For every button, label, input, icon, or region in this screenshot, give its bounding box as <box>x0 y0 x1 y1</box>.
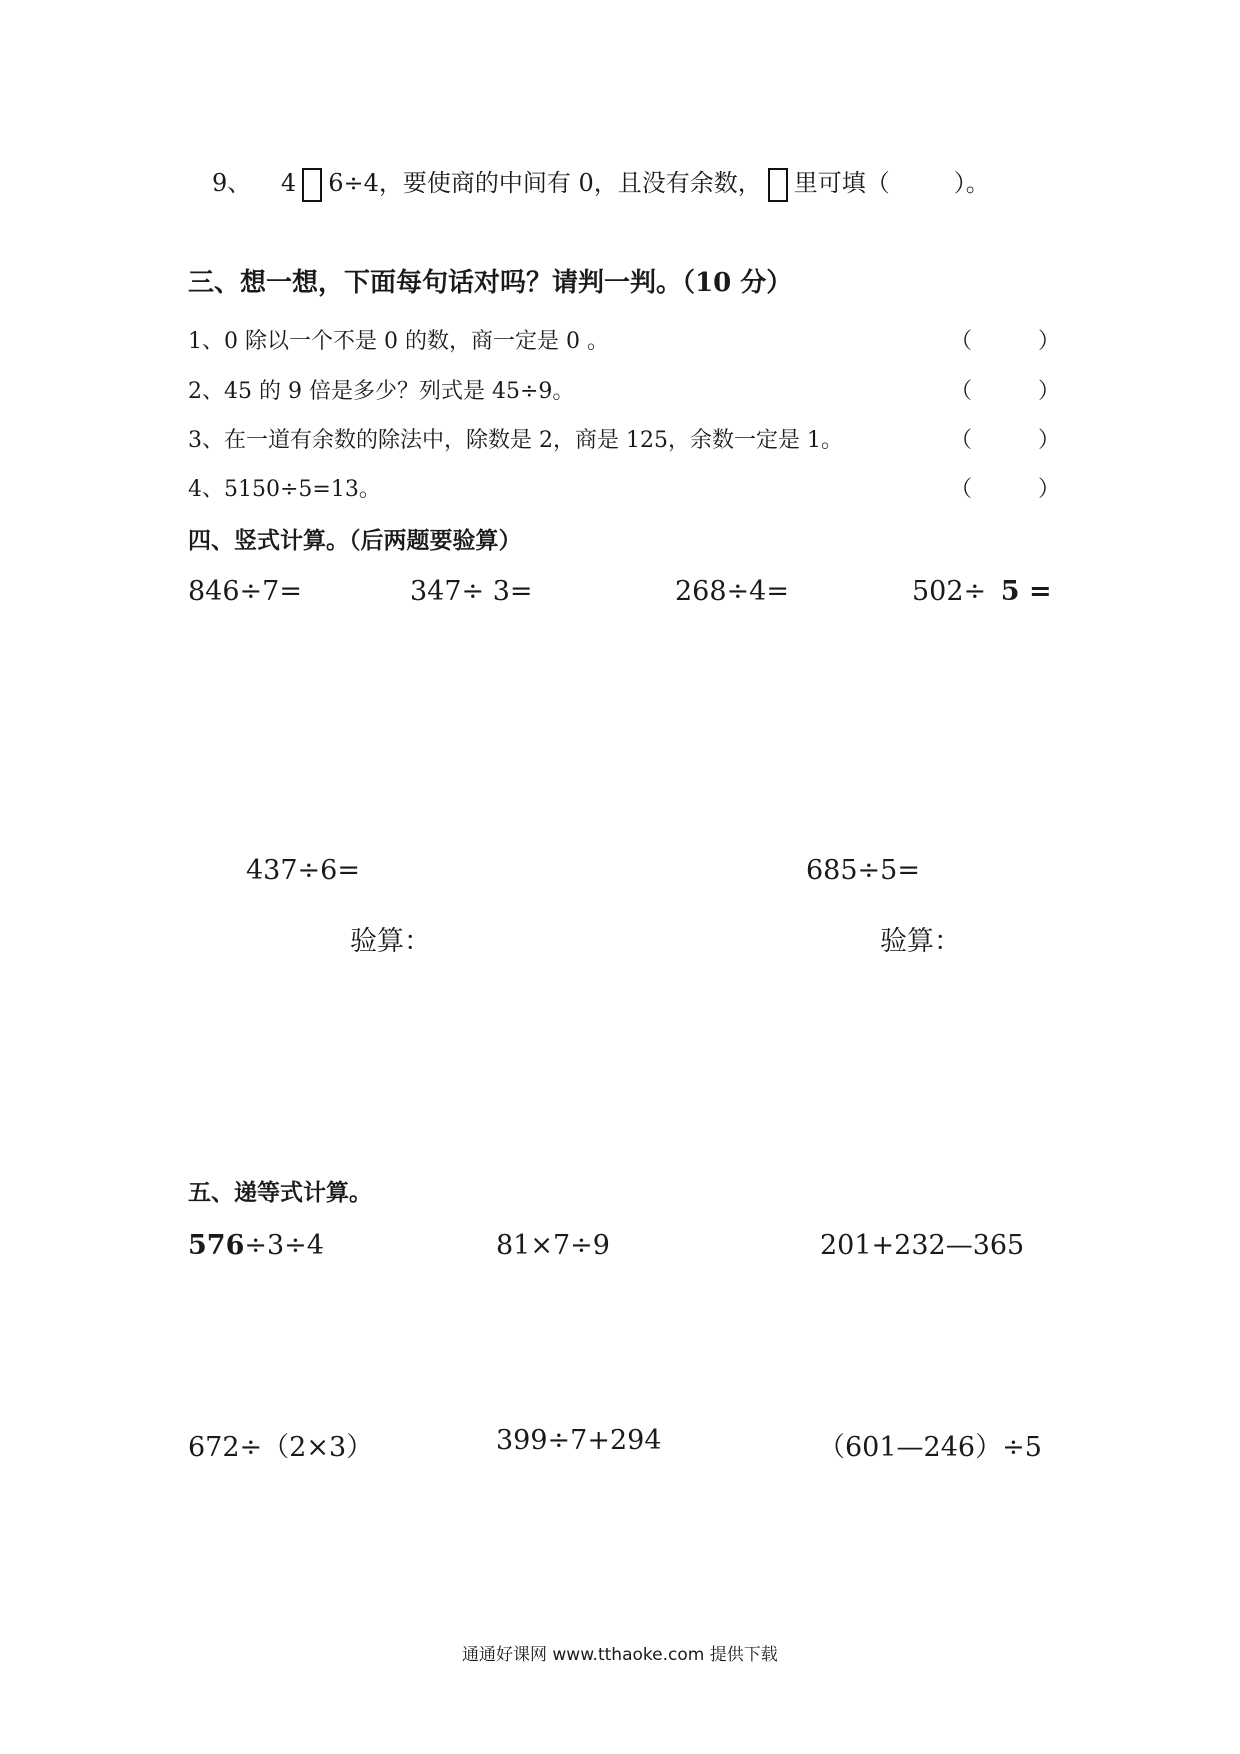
judge-item-2: 2、45 的 9 倍是多少？列式是 45÷9。 <box>188 379 575 404</box>
section5-title: 五、递等式计算。 <box>188 1179 372 1206</box>
calc-502-part-a: 502÷ <box>912 576 987 607</box>
answer-paren-1: （ ） <box>950 329 1061 354</box>
calc-437-div-6: 437÷6= <box>246 855 360 886</box>
blank-box <box>302 168 322 202</box>
calc-502-part-b: 5 = <box>1000 576 1052 607</box>
section4-title: 四、竖式计算。（后两题要验算） <box>188 527 522 554</box>
question-text-part4: ）。 <box>953 169 990 197</box>
judge-item-4: 4、5150÷5=13。 <box>188 477 381 502</box>
judge-item-1: 1、0 除以一个不是 0 的数，商一定是 0 。 <box>188 329 609 354</box>
blank-box <box>768 168 788 202</box>
question-text-part3: 里可填（ <box>793 169 890 197</box>
check-label-left: 验算： <box>350 926 431 957</box>
question-number: 9、 <box>212 169 252 197</box>
expr-201: 201+232—365 <box>820 1230 1025 1261</box>
expr-576 <box>188 1230 324 1261</box>
footer-credit: 通通好课网 www.tthaoke.com 提供下载 <box>462 1645 778 1665</box>
expr-601: （601—246）÷5 <box>818 1432 1042 1463</box>
section3-title: 三、想一想，下面每句话对吗？请判一判。（10 分） <box>188 268 793 298</box>
calc-347-div-3: 347÷ 3= <box>410 576 533 607</box>
check-label-right: 验算： <box>880 926 961 957</box>
calc-502-div-5 <box>912 576 1052 607</box>
question-text-part2: 6÷4，要使商的中间有 0，且没有余数， <box>328 169 762 197</box>
calc-685-div-5: 685÷5= <box>806 855 920 886</box>
expr-576-rest: ÷3÷4 <box>244 1230 324 1261</box>
answer-paren-3: （ ） <box>950 428 1061 453</box>
calc-268-div-4: 268÷4= <box>675 576 789 607</box>
answer-paren-4: （ ） <box>950 477 1061 502</box>
expr-81: 81×7÷9 <box>496 1230 610 1261</box>
question-9 <box>212 163 990 202</box>
question-text-part1: 4 <box>280 169 297 197</box>
expr-672: 672÷（2×3） <box>188 1432 374 1463</box>
answer-paren-2: （ ） <box>950 379 1061 404</box>
calc-846-div-7: 846÷7= <box>188 576 302 607</box>
judge-item-3: 3、在一道有余数的除法中，除数是 2，商是 125，余数一定是 1。 <box>188 428 843 453</box>
expr-576-number: 576 <box>188 1230 245 1261</box>
expr-399: 399÷7+294 <box>496 1425 662 1456</box>
